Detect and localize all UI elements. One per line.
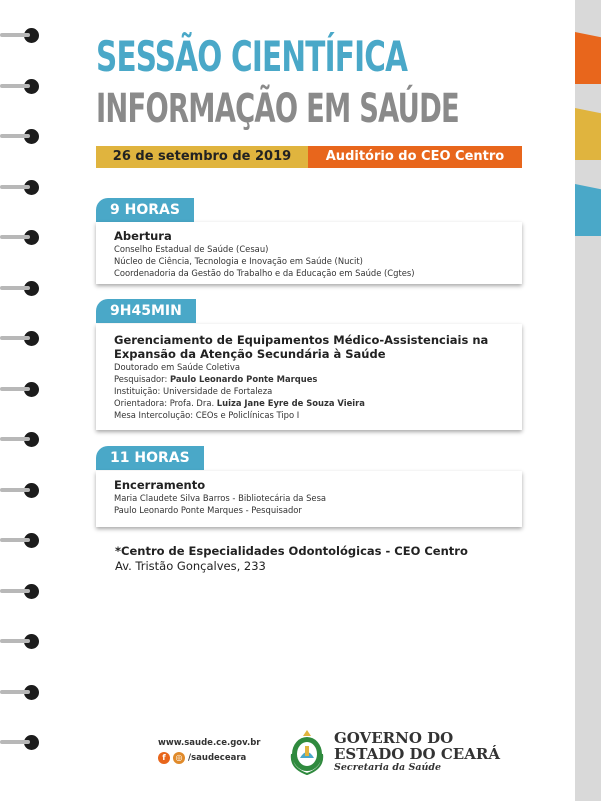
gov-line-1: GOVERNO DO <box>334 729 454 747</box>
page-title: SESSÃO CIENTÍFICA <box>96 32 408 81</box>
session-card-3 <box>96 471 522 527</box>
session-line: Coordenadoria da Gestão do Trabalho e da Educação em Saúde (Cgtes) <box>114 268 415 278</box>
department-name: Secretaria da Saúde <box>334 762 442 773</box>
spiral-ring <box>0 733 38 751</box>
address-street: Av. Tristão Gonçalves, 233 <box>115 559 266 573</box>
spiral-ring <box>0 683 38 701</box>
social-links <box>158 752 246 764</box>
event-date: 26 de setembro de 2019 <box>96 146 308 168</box>
gov-line-2: ESTADO DO CEARÁ <box>334 745 500 763</box>
session-card-1 <box>96 222 522 284</box>
session-title: Gerenciamento de Equipamentos Médico-Assistenciais na Expansão da Atenção Secundária à Saúde <box>114 333 489 361</box>
government-logo <box>334 730 500 774</box>
session-card-2 <box>96 324 522 430</box>
researcher-name: Paulo Leonardo Ponte Marques <box>169 374 318 384</box>
address-name: *Centro de Especialidades Odontológicas - CEO Centro <box>115 544 468 558</box>
session-line: Paulo Leonardo Ponte Marques - Pesquisador <box>114 505 302 515</box>
session-line: Maria Claudete Silva Barros - Bibliotecária da Sesa <box>114 493 327 503</box>
session-time-1: 9 HORAS <box>96 198 194 222</box>
session-title: Abertura <box>114 229 172 243</box>
facebook-icon[interactable]: f <box>158 752 170 764</box>
blue-tab <box>575 184 601 236</box>
instagram-icon[interactable]: ◎ <box>173 752 185 764</box>
session-line <box>114 373 512 385</box>
spiral-ring <box>0 228 38 246</box>
event-venue: Auditório do CEO Centro <box>308 146 522 168</box>
session-line: Doutorado em Saúde Coletiva <box>114 362 240 372</box>
advisor-label: Orientadora: Profa. Dra. <box>114 398 217 408</box>
social-handle[interactable]: /saudeceara <box>188 753 247 763</box>
session-line: Conselho Estadual de Saúde (Cesau) <box>114 244 269 254</box>
address-block <box>115 544 468 574</box>
advisor-name: Luiza Jane Eyre de Souza Vieira <box>216 398 365 408</box>
spiral-ring <box>0 178 38 196</box>
yellow-tab <box>575 108 601 160</box>
session-title: Encerramento <box>114 478 206 492</box>
spiral-ring <box>0 481 38 499</box>
page-subtitle: INFORMAÇÃO EM SAÚDE <box>96 86 459 132</box>
orange-tab <box>575 32 601 84</box>
spiral-ring <box>0 531 38 549</box>
session-line: Instituição: Universidade de Fortaleza <box>114 386 273 396</box>
website-link[interactable]: www.saude.ce.gov.br <box>158 738 261 748</box>
spiral-ring <box>0 380 38 398</box>
spiral-ring <box>0 329 38 347</box>
spiral-ring <box>0 279 38 297</box>
spiral-ring <box>0 582 38 600</box>
session-line: Núcleo de Ciência, Tecnologia e Inovação em Saúde (Nucit) <box>114 256 363 266</box>
spiral-ring <box>0 430 38 448</box>
session-line: Mesa Intercolução: CEOs e Policlínicas Tipo I <box>114 410 300 420</box>
session-time-2: 9H45MIN <box>96 299 196 323</box>
session-time-3: 11 HORAS <box>96 446 204 470</box>
spiral-ring <box>0 632 38 650</box>
researcher-label: Pesquisador: <box>114 374 170 384</box>
spiral-ring <box>0 77 38 95</box>
state-crest-icon <box>288 728 326 776</box>
session-line <box>114 397 512 409</box>
spiral-ring <box>0 127 38 145</box>
spiral-ring <box>0 26 38 44</box>
